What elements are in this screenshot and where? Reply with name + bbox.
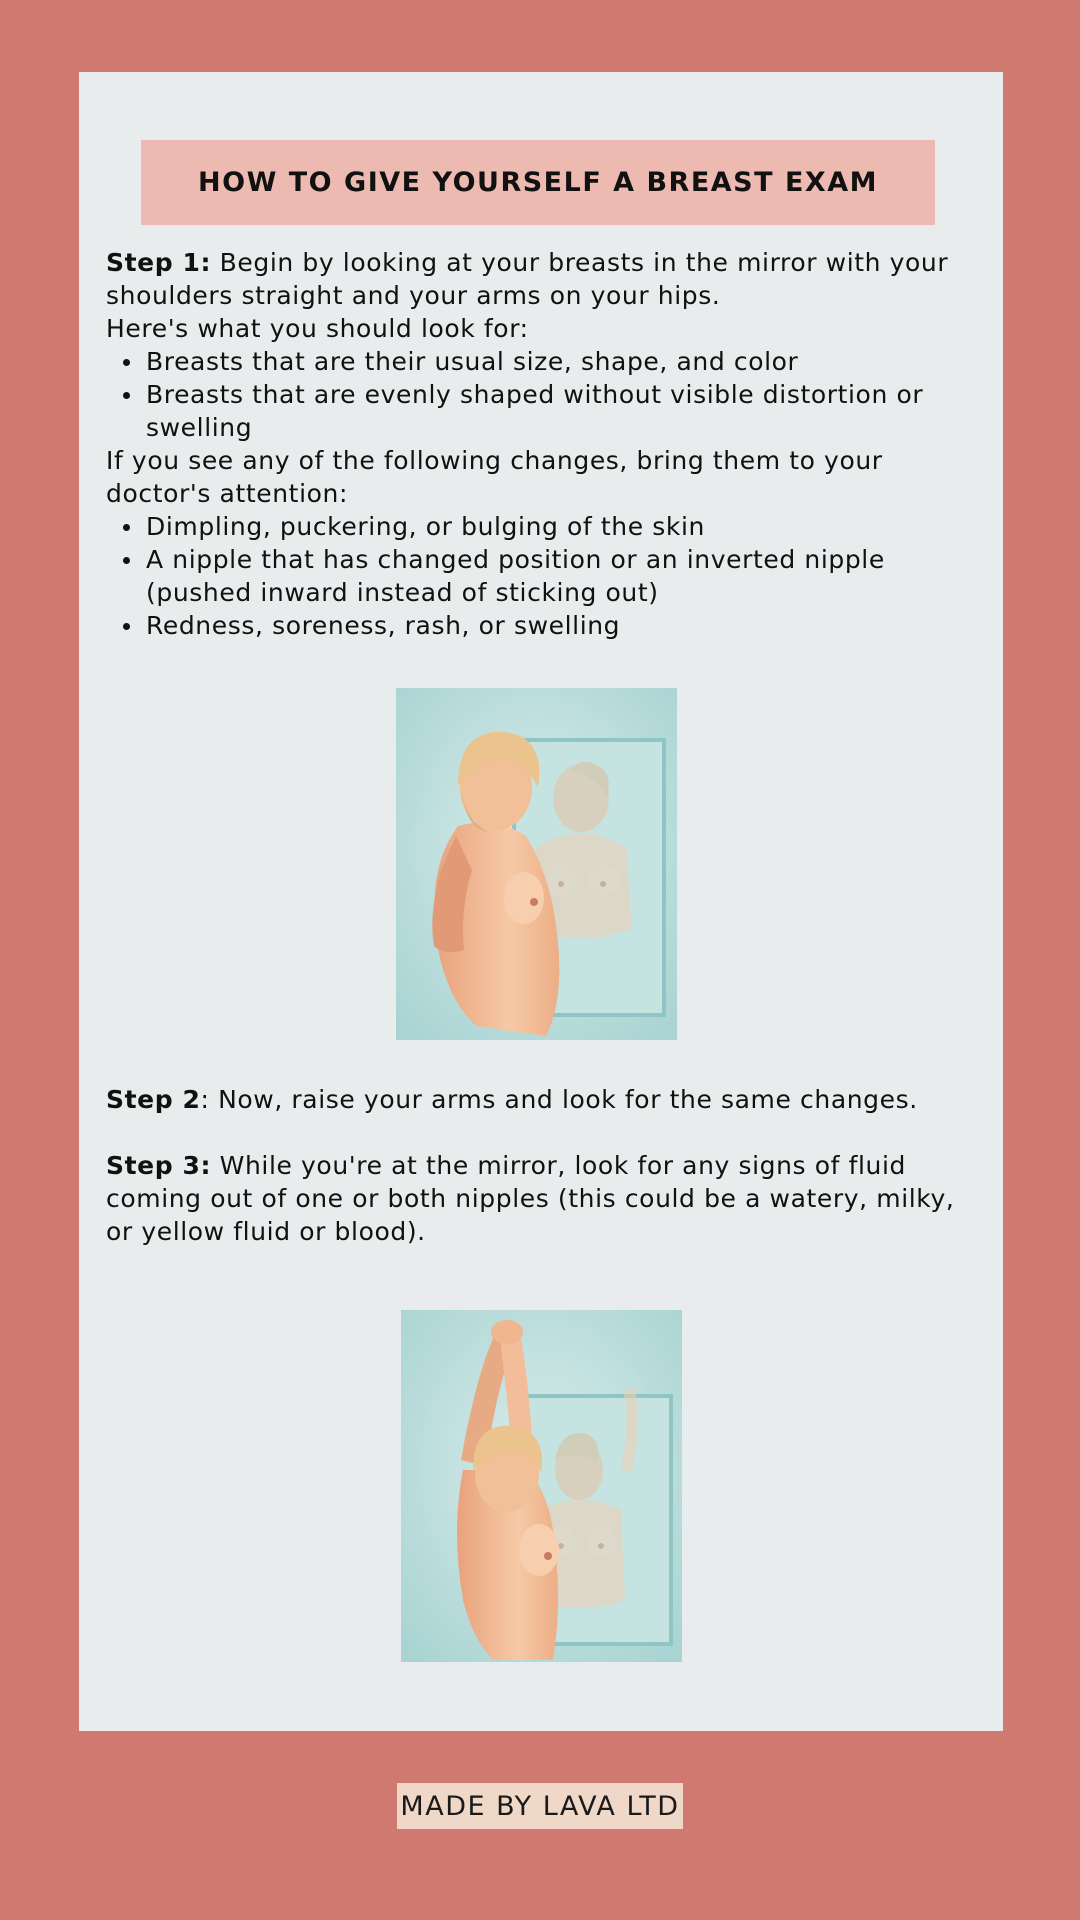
step2-label: Step 2 bbox=[106, 1085, 201, 1114]
mirror-illustration-1-image bbox=[396, 688, 677, 1040]
step3-text: While you're at the mirror, look for any signs of fluid coming out of one or both nipples (this could be a watery, milky, or yellow fluid or blood). bbox=[106, 1151, 955, 1246]
step2-text: : Now, raise your arms and look for the same changes. bbox=[200, 1085, 918, 1114]
list-item: Redness, soreness, rash, or swelling bbox=[146, 609, 976, 642]
list-item: Breasts that are their usual size, shape, and color bbox=[146, 345, 976, 378]
list-item: Dimpling, puckering, or bulging of the skin bbox=[146, 510, 976, 543]
list-item: Breasts that are evenly shaped without visible distortion or swelling bbox=[146, 378, 976, 444]
mirror-illustration-hands-on-hips bbox=[396, 688, 677, 1040]
mirror-illustration-2-image bbox=[401, 1310, 682, 1662]
step3-paragraph bbox=[106, 1149, 976, 1248]
step2-paragraph bbox=[106, 1083, 976, 1116]
step1-section bbox=[106, 246, 976, 642]
step3-section bbox=[106, 1149, 976, 1248]
step2-section bbox=[106, 1083, 976, 1116]
step3-label: Step 3: bbox=[106, 1151, 212, 1180]
look-for-list bbox=[106, 345, 976, 444]
page-title: HOW TO GIVE YOURSELF A BREAST EXAM bbox=[141, 140, 935, 225]
step1-label: Step 1: bbox=[106, 248, 212, 277]
changes-list bbox=[106, 510, 976, 642]
footer-credit: MADE BY LAVA LTD bbox=[397, 1783, 683, 1829]
list-item: A nipple that has changed position or an inverted nipple (pushed inward instead of sticking out) bbox=[146, 543, 976, 609]
step1-paragraph bbox=[106, 246, 976, 312]
look-for-intro: Here's what you should look for: bbox=[106, 314, 529, 343]
mirror-illustration-arms-raised bbox=[401, 1310, 682, 1662]
step1-text: Begin by looking at your breasts in the mirror with your shoulders straight and your arms on your hips. bbox=[106, 248, 949, 310]
changes-intro: If you see any of the following changes, bring them to your doctor's attention: bbox=[106, 446, 883, 508]
content-card bbox=[79, 72, 1003, 1731]
